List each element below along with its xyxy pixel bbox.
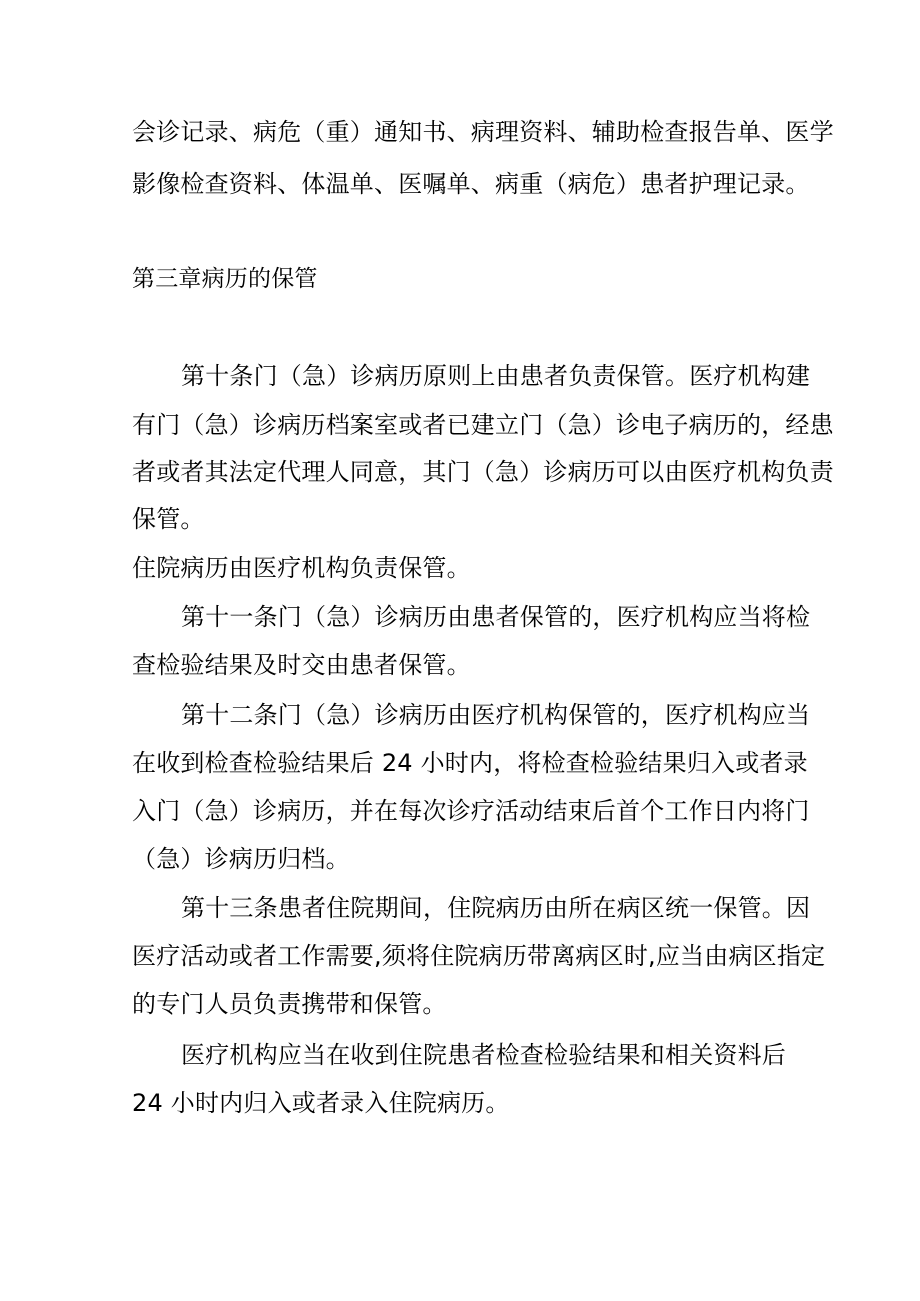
inpatient-line: 住院病历由医疗机构负责保管。 <box>132 554 471 582</box>
article-10-line-1: 第十条门（急）诊病历原则上由患者负责保管。医疗机构建 <box>181 362 811 390</box>
article-12-line-1: 第十二条门（急）诊病历由医疗机构保管的，医疗机构应当 <box>181 701 811 729</box>
article-13-line-2: 医疗活动或者工作需要,须将住院病历带离病区时,应当由病区指定 <box>132 942 826 970</box>
chapter-title: 第三章病历的保管 <box>132 266 318 292</box>
article-11-line-1: 第十一条门（急）诊病历由患者保管的，医疗机构应当将检 <box>181 603 811 631</box>
article-12-line-4: （急）诊病历归档。 <box>132 845 350 873</box>
intro-line-1: 会诊记录、病危（重）通知书、病理资料、辅助检查报告单、医学 <box>132 118 834 146</box>
final-line-2: 24 小时内归入或者录入住院病历。 <box>132 1089 510 1117</box>
article-10-line-4: 保管。 <box>132 505 205 533</box>
article-13-line-1: 第十三条患者住院期间，住院病历由所在病区统一保管。因 <box>181 894 811 922</box>
article-10-line-3: 者或者其法定代理人同意，其门（急）诊病历可以由医疗机构负责 <box>132 458 834 486</box>
intro-line-2: 影像检查资料、体温单、医嘱单、病重（病危）患者护理记录。 <box>132 170 810 198</box>
final-line-1: 医疗机构应当在收到住院患者检查检验结果和相关资料后 <box>181 1041 786 1069</box>
article-12-line-3: 入门（急）诊病历，并在每次诊疗活动结束后首个工作日内将门 <box>132 797 810 825</box>
article-13-line-3: 的专门人员负责携带和保管。 <box>132 990 447 1018</box>
article-10-line-2: 有门（急）诊病历档案室或者已建立门（急）诊电子病历的，经患 <box>132 411 834 439</box>
article-11-line-2: 查检验结果及时交由患者保管。 <box>132 651 471 679</box>
article-12-line-2: 在收到检查检验结果后 24 小时内，将检查检验结果归入或者录 <box>132 749 808 777</box>
